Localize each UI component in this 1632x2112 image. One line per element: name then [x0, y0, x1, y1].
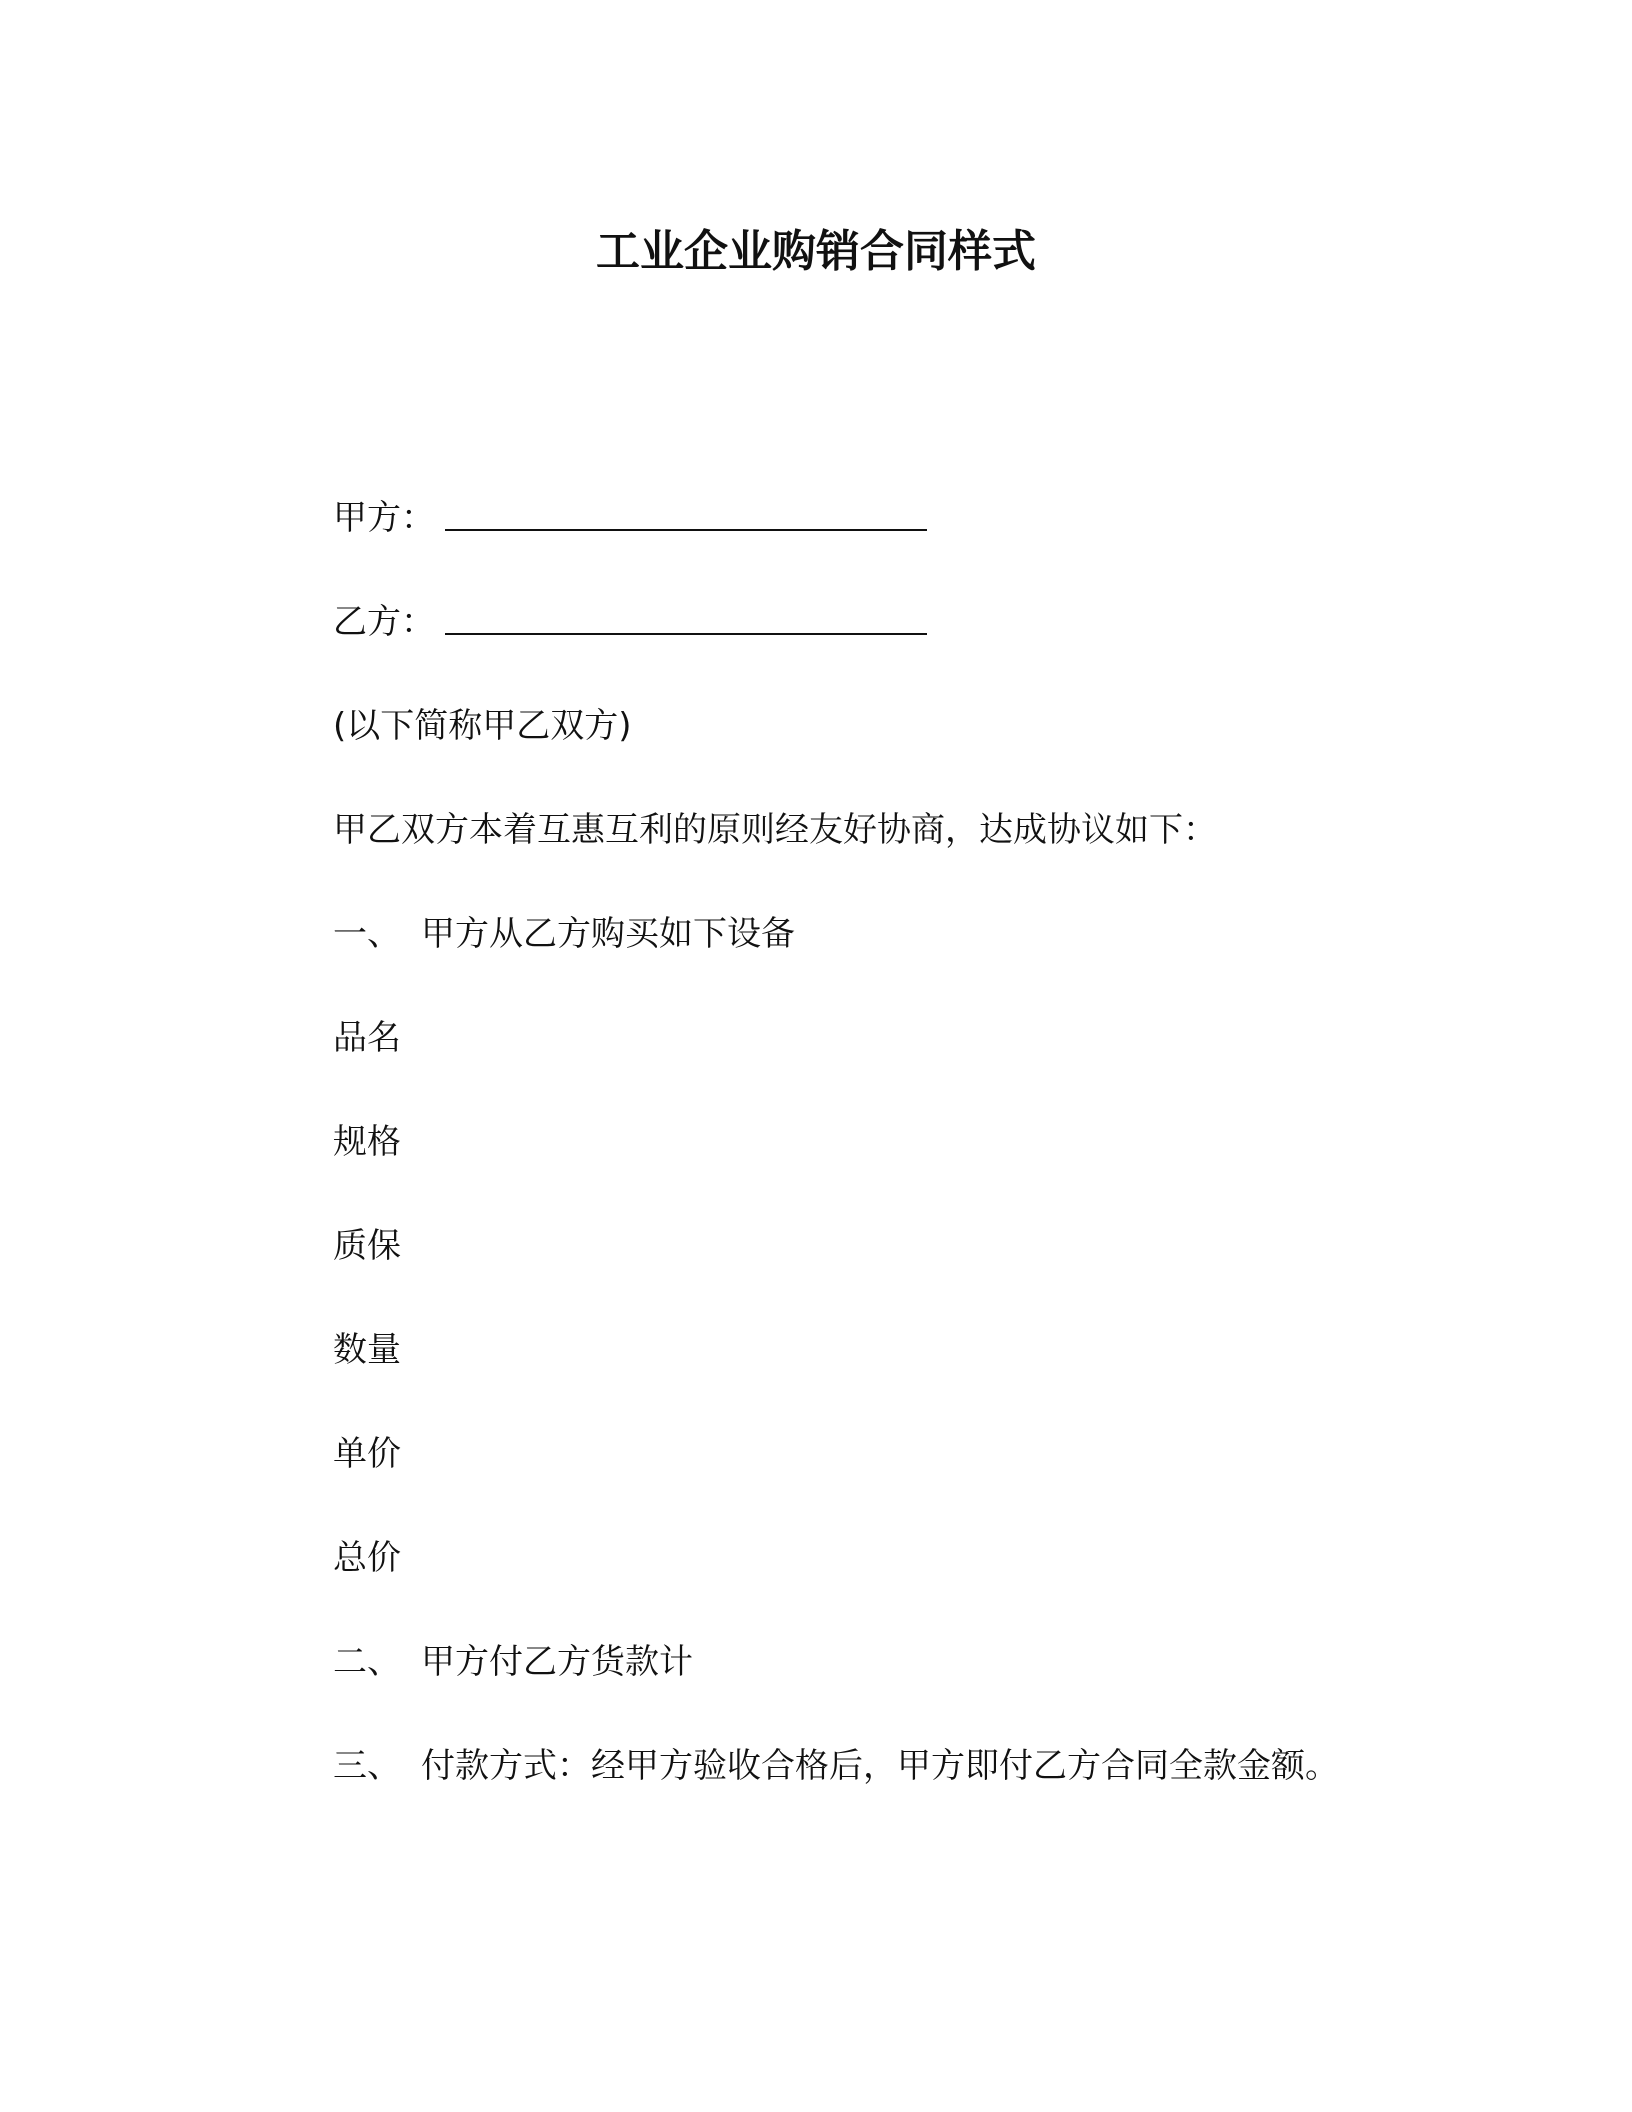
clause-3-number: 三、: [333, 1746, 401, 1786]
clause-1-text: 甲方从乙方购买如下设备: [421, 914, 795, 954]
field-product-name: 品名: [333, 1018, 401, 1058]
clause-3: [333, 1744, 1339, 1788]
field-specification: 规格: [333, 1122, 401, 1162]
preamble: 甲乙双方本着互惠互利的原则经友好协商，达成协议如下：: [333, 810, 1217, 850]
clause-2-number: 二、: [333, 1642, 401, 1682]
party-a-label: 甲方：: [333, 498, 435, 538]
party-a-line: [333, 496, 927, 540]
field-total-price: 总价: [333, 1538, 401, 1578]
clause-1: [333, 912, 795, 956]
abbrev-note: (以下简称甲乙双方): [333, 706, 632, 746]
party-a-blank: [445, 529, 927, 531]
party-b-line: [333, 600, 927, 644]
clause-2-text: 甲方付乙方货款计: [421, 1642, 693, 1682]
party-b-label: 乙方：: [333, 602, 435, 642]
field-warranty: 质保: [333, 1226, 401, 1266]
field-quantity: 数量: [333, 1330, 401, 1370]
document-title: 工业企业购销合同样式: [596, 226, 1036, 277]
clause-3-text: 付款方式：经甲方验收合格后，甲方即付乙方合同全款金额。: [421, 1746, 1339, 1786]
field-unit-price: 单价: [333, 1434, 401, 1474]
clause-1-number: 一、: [333, 914, 401, 954]
party-b-blank: [445, 633, 927, 635]
clause-2: [333, 1640, 693, 1684]
